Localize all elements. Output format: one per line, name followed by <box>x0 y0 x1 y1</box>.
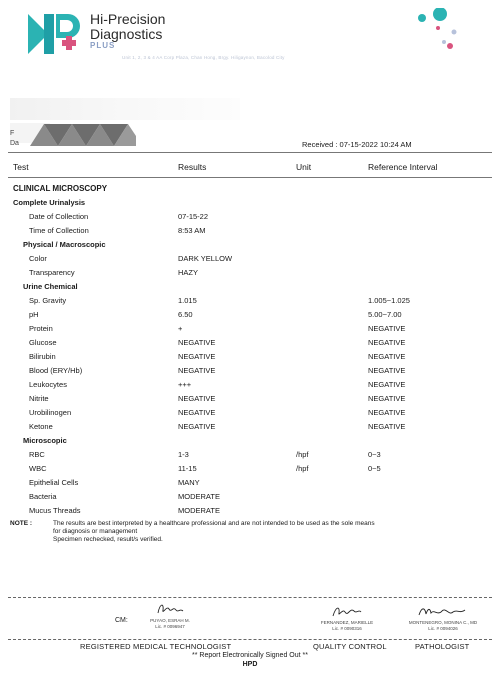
table-row: Time of Collection 8:53 AM <box>29 226 206 235</box>
table-row: Mucus Threads MODERATE <box>29 506 220 515</box>
dashed-divider <box>8 639 492 640</box>
table-row: WBC 11-15 /hpf 0~5 <box>29 464 381 473</box>
note-label: NOTE : <box>10 520 33 527</box>
brand-block <box>90 12 165 50</box>
qc-role: QUALITY CONTROL <box>313 642 387 651</box>
medtech-signature-icon <box>155 601 185 617</box>
group-title: Microscopic <box>23 436 67 445</box>
pathologist-signature-icon <box>416 604 468 620</box>
pathologist-license: Lic. # 0094026 <box>428 625 458 631</box>
table-row: Bilirubin NEGATIVE NEGATIVE <box>29 352 406 361</box>
group-title: Urine Chemical <box>23 282 78 291</box>
table-row: pH 6.50 5.00~7.00 <box>29 310 402 319</box>
signed-out-note: ** Report Electronically Signed Out ** <box>192 652 308 659</box>
pathologist-name: MONTENEGRO, MONINA C., MD <box>408 620 478 625</box>
group-title: Physical / Macroscopic <box>23 240 106 249</box>
column-header-reference: Reference Interval <box>368 162 438 172</box>
brand-line-2: Diagnostics <box>90 26 163 42</box>
medtech-name: PUYAO, ESRAH M. <box>150 618 190 623</box>
table-row: Urobilinogen NEGATIVE NEGATIVE <box>29 408 406 417</box>
table-row: Transparency HAZY <box>29 268 199 277</box>
table-row: Bacteria MODERATE <box>29 492 220 501</box>
note-line: for diagnosis or management <box>53 528 138 535</box>
group-title: Complete Urinalysis <box>13 198 86 207</box>
note-text <box>53 520 433 544</box>
patient-date-prefix: Da <box>10 140 19 147</box>
table-row: Nitrite NEGATIVE NEGATIVE <box>29 394 406 403</box>
table-row: Protein + NEGATIVE <box>29 324 406 333</box>
table-row: Leukocytes +++ NEGATIVE <box>29 380 406 389</box>
redaction-mark-icon <box>30 124 136 146</box>
footer-code: HPD <box>242 661 258 668</box>
table-row: Date of Collection 07-15-22 <box>29 212 209 221</box>
medtech-role: REGISTERED MEDICAL TECHNOLOGIST <box>80 642 232 651</box>
qc-signature-icon <box>330 603 364 619</box>
divider <box>8 177 492 178</box>
dashed-divider <box>8 597 492 598</box>
qc-name: FERNANDEZ, MARIELLE <box>320 620 374 625</box>
brand-line-1: Hi-Precision <box>90 11 166 27</box>
table-row: Ketone NEGATIVE NEGATIVE <box>29 422 406 431</box>
table-row: Glucose NEGATIVE NEGATIVE <box>29 338 406 347</box>
note-line: Specimen rechecked, result/s verified. <box>53 536 163 543</box>
column-header-test: Test <box>13 162 29 172</box>
divider <box>8 152 492 153</box>
medtech-license: Lic. # 0096947 <box>155 623 185 629</box>
column-header-unit: Unit <box>296 162 312 172</box>
table-row: Blood (ERY/Hb) NEGATIVE NEGATIVE <box>29 366 406 375</box>
received-timestamp: Received : 07-15-2022 10:24 AM <box>302 140 412 149</box>
qc-signatory <box>310 620 384 631</box>
decorative-dots-icon <box>414 8 462 56</box>
section-title: CLINICAL MICROSCOPY <box>13 184 108 193</box>
pathologist-role: PATHOLOGIST <box>415 642 470 651</box>
table-row: Color DARK YELLOW <box>29 254 233 263</box>
blurred-area <box>10 98 240 120</box>
address-line: Unit 1, 2, 3 & 4 AA Corp Plaza, Chan Hong, Brgy. Hiligaynon, Bacolod City <box>122 55 285 60</box>
table-row: RBC 1-3 /hpf 0~3 <box>29 450 381 459</box>
qc-license: Lic. # 0090316 <box>332 625 362 631</box>
medtech-signatory <box>140 618 200 629</box>
hi-precision-logo-icon <box>26 12 80 56</box>
note-line: The results are best interpreted by a healthcare professional and are not intended to be used as the sole means <box>53 520 375 527</box>
pathologist-signatory <box>400 620 486 631</box>
table-row: Epithelial Cells MANY <box>29 478 200 487</box>
cm-label: CM: <box>115 617 128 624</box>
column-header-results: Results <box>178 162 207 172</box>
brand-line-3: PLUS <box>90 41 116 50</box>
patient-name-prefix: F <box>10 130 15 137</box>
table-row: Sp. Gravity 1.015 1.005~1.025 <box>29 296 410 305</box>
